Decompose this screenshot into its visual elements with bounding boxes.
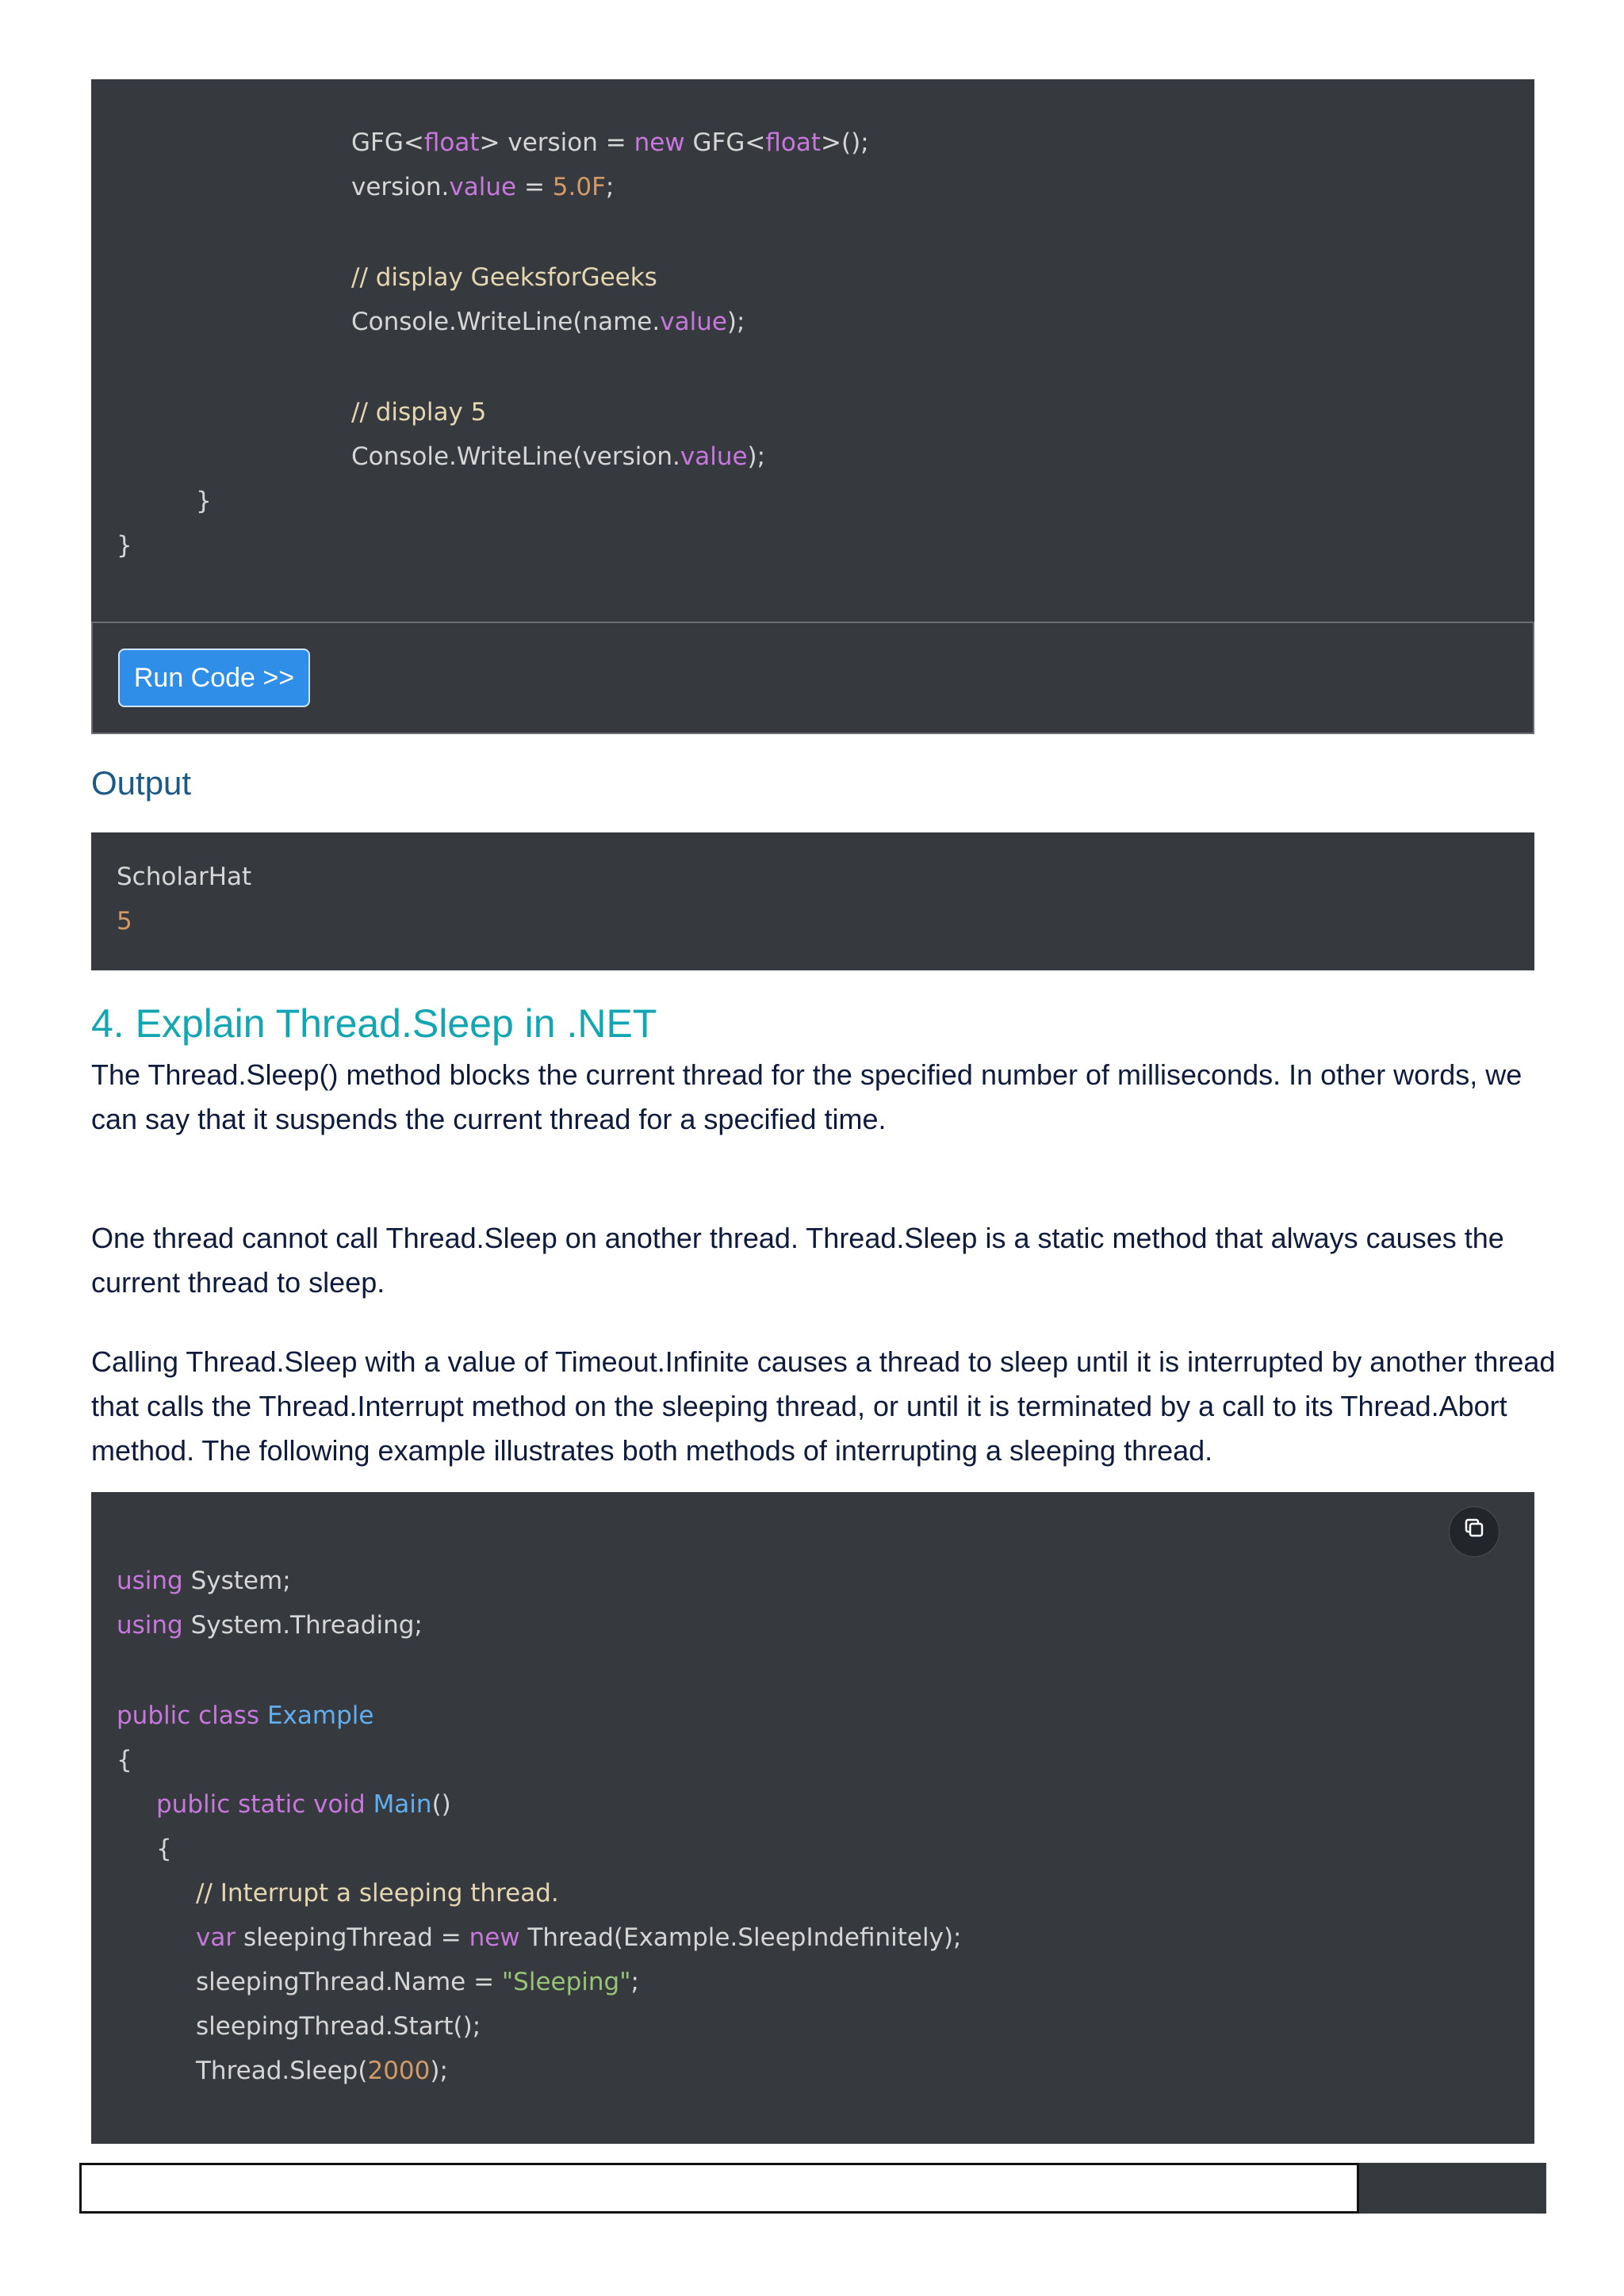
code-token: Thread(Example.SleepIndefinitely); bbox=[519, 1923, 962, 1952]
code-token: 5.0F bbox=[552, 173, 606, 201]
code-content bbox=[117, 121, 1503, 568]
paragraph-thread-sleep-intro: The Thread.Sleep() method blocks the current thread for the specified number of milliseconds. In other words, we can say that it suspends the current thread for a specified time. bbox=[91, 1058, 1522, 1135]
code-token: } bbox=[196, 487, 212, 515]
code-block-generic-demo bbox=[91, 79, 1534, 734]
footer-dark-block bbox=[1359, 2163, 1546, 2214]
code-line bbox=[117, 209, 1503, 255]
paragraph-thread-sleep-infinite: Calling Thread.Sleep with a value of Timeout.Infinite causes a thread to sleep until it is interrupted by another thread that calls the Thread.Interrupt method on the sleeping thread, or until it is terminated by a call to its Thread.Abort method. The following example illustrates both methods of interrupting a sleeping thread. bbox=[91, 1345, 1556, 1467]
code-token: >(); bbox=[821, 128, 869, 157]
code-token: // display 5 bbox=[351, 398, 487, 427]
code-token: () bbox=[431, 1790, 451, 1819]
code-line bbox=[117, 165, 1503, 209]
code-block-thread-sleep bbox=[91, 1492, 1534, 2144]
code-line bbox=[117, 1603, 1503, 1647]
output-content bbox=[117, 855, 1503, 943]
code-line bbox=[117, 2004, 1503, 2049]
copy-icon bbox=[1462, 1510, 1486, 1554]
code-token: using bbox=[117, 1611, 183, 1640]
code-token: 2000 bbox=[367, 2057, 431, 2085]
code-token: value bbox=[680, 442, 748, 471]
code-token: sleepingThread.Name = bbox=[196, 1968, 502, 1996]
code-line bbox=[117, 2049, 1503, 2093]
code-line bbox=[117, 434, 1503, 479]
code-line bbox=[117, 1827, 1503, 1871]
code-line bbox=[117, 121, 1503, 165]
code-token: using bbox=[117, 1567, 183, 1595]
code-token: GFG< bbox=[684, 128, 766, 157]
section-title: 4. Explain Thread.Sleep in .NET bbox=[91, 1001, 657, 1046]
code-line bbox=[117, 1960, 1503, 2004]
code-token: GFG< bbox=[351, 128, 424, 157]
run-code-bar bbox=[91, 622, 1534, 734]
code-token: float bbox=[423, 128, 480, 157]
code-line bbox=[117, 479, 1503, 523]
code-token: public class bbox=[117, 1701, 267, 1730]
code-token: ; bbox=[630, 1968, 639, 1996]
code-token: "Sleeping" bbox=[501, 1968, 631, 1996]
code-line bbox=[117, 1647, 1503, 1693]
code-token: // display GeeksforGeeks bbox=[351, 263, 657, 292]
code-token: = bbox=[516, 173, 553, 201]
code-line bbox=[117, 1559, 1503, 1603]
code-token: Example bbox=[266, 1701, 374, 1730]
code-token: Console.WriteLine(version. bbox=[351, 442, 680, 471]
code-line bbox=[117, 523, 1503, 568]
code-token: public static void bbox=[156, 1790, 373, 1819]
code-token: value bbox=[449, 173, 517, 201]
code-token: value bbox=[660, 308, 727, 336]
paragraph-thread-sleep-static: One thread cannot call Thread.Sleep on another thread. Thread.Sleep is a static method that always causes the current thread to sleep. bbox=[91, 1222, 1504, 1299]
code-token: Main bbox=[373, 1790, 432, 1819]
code-token: { bbox=[117, 1746, 132, 1774]
code-token: { bbox=[156, 1835, 172, 1863]
code-line bbox=[117, 344, 1503, 390]
output-block bbox=[91, 832, 1534, 970]
code-token: Console.WriteLine(name. bbox=[351, 308, 661, 336]
footer-input-bar bbox=[79, 2163, 1359, 2214]
code-line bbox=[117, 300, 1503, 344]
code-token: } bbox=[117, 531, 132, 560]
code-token: version. bbox=[351, 173, 450, 201]
code-token: System; bbox=[182, 1567, 291, 1595]
code-token: Thread.Sleep( bbox=[196, 2057, 368, 2085]
code-token: ); bbox=[430, 2057, 448, 2085]
output-heading: Output bbox=[91, 764, 192, 802]
code-token: float bbox=[765, 128, 822, 157]
code-token: new bbox=[469, 1923, 520, 1952]
code-token: System.Threading; bbox=[182, 1611, 423, 1640]
run-code-button[interactable]: Run Code >> bbox=[118, 649, 310, 707]
code-token: // Interrupt a sleeping thread. bbox=[196, 1879, 559, 1908]
code-token: ); bbox=[726, 308, 745, 336]
code-line bbox=[117, 1693, 1503, 1738]
code-line bbox=[117, 1915, 1503, 1960]
code-line bbox=[117, 1871, 1503, 1915]
code-token: new bbox=[634, 128, 685, 157]
code-token: > version = bbox=[479, 128, 634, 157]
copy-code-button[interactable] bbox=[1449, 1506, 1500, 1557]
code-token: ScholarHat bbox=[117, 863, 252, 891]
code-token: 5 bbox=[117, 907, 132, 936]
code-token: ); bbox=[747, 442, 766, 471]
code-line bbox=[117, 1782, 1503, 1827]
code-token: ; bbox=[605, 173, 615, 201]
code-token: sleepingThread.Start(); bbox=[196, 2012, 481, 2041]
code-line bbox=[117, 255, 1503, 300]
code-token: sleepingThread = bbox=[236, 1923, 469, 1952]
code-line bbox=[117, 899, 1503, 943]
code-line bbox=[117, 855, 1503, 899]
code-line bbox=[117, 1738, 1503, 1782]
code-content bbox=[117, 1559, 1503, 2093]
code-line bbox=[117, 390, 1503, 434]
code-token: var bbox=[196, 1923, 236, 1952]
